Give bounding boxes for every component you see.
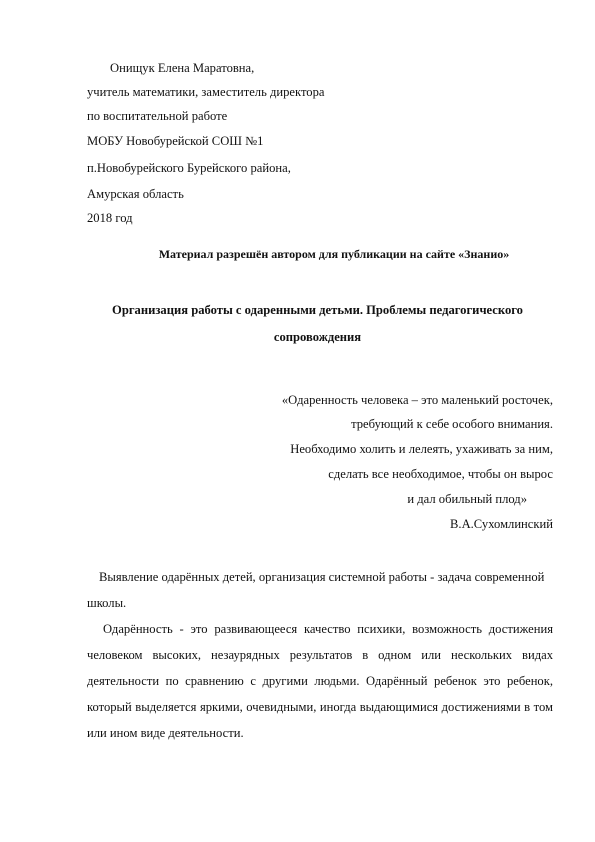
article-title-line-1: Организация работы с одаренными детьми. Проблемы педагогического [112,303,523,317]
epigraph-attribution: В.А.Сухомлинский [450,517,553,531]
epigraph-line: Необходимо холить и лелеять, ухаживать за ним, [290,442,553,456]
epigraph-line: требующий к себе особого внимания. [351,417,553,431]
epigraph-line: и дал обильный плод» [407,492,527,506]
body-text [87,564,553,746]
author-name: Онищук Елена Маратовна, [110,61,255,75]
publication-notice: Материал разрешён автором для публикации на сайте «Знанио» [158,247,510,261]
author-school: МОБУ Новобурейской СОШ №1 [87,134,264,148]
author-settlement: п.Новобурейского Бурейского района, [87,161,291,175]
paragraph-1: Выявление одарённых детей, организация системной работы - задача современной школы. [87,570,545,610]
paragraph-2: Одарённость - это развивающееся качество психики, возможность достижения человеком высоких, незаурядных результатов в одном или нескольких видах деятельности по сравнению с другими людьми. Одарённый ребенок это ребенок, который выделяется яркими, очевидными, иногда выдающимися достижениями в том или ином виде деятельности. [87,622,553,740]
author-position: учитель математики, заместитель директора [87,85,325,99]
article-title-line-2: сопровождения [273,330,362,344]
author-year: 2018 год [87,211,133,225]
author-department: по воспитательной работе [87,109,228,123]
epigraph-line: «Одаренность человека – это маленький росточек, [281,393,553,407]
author-region: Амурская область [87,187,184,201]
epigraph-line: сделать все необходимое, чтобы он вырос [328,467,553,481]
